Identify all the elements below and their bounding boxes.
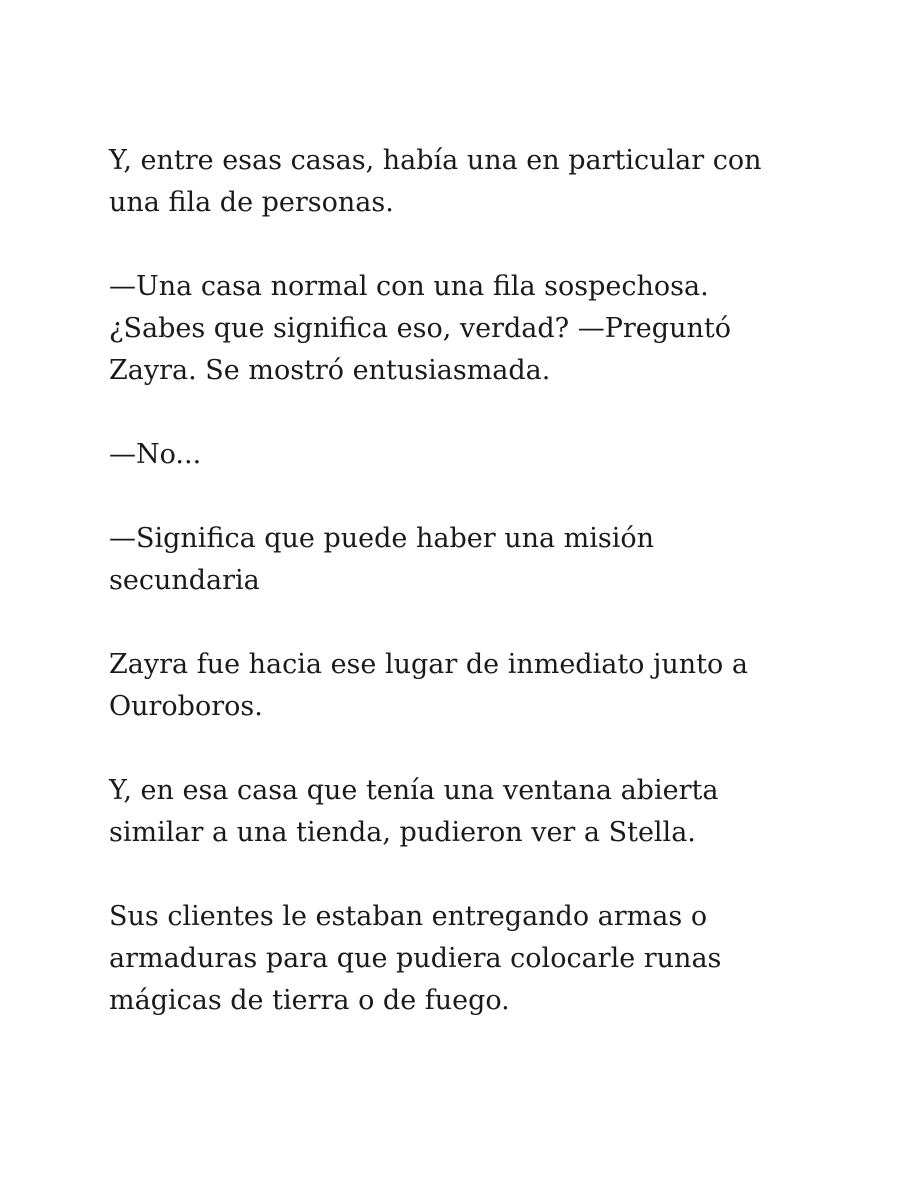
text-line: Y, entre esas casas, había una en particular con [109, 145, 762, 176]
text-line: —Significa que puede haber una misión [109, 523, 655, 554]
text-line: Y, en esa casa que tenía una ventana abierta [109, 775, 719, 806]
paragraph-6 [109, 770, 840, 854]
text-line: Sus clientes le estaban entregando armas o [109, 901, 708, 932]
text-line: Zayra fue hacia ese lugar de inmediato junto a [109, 649, 748, 680]
text-line: mágicas de tierra o de fuego. [109, 985, 510, 1016]
paragraph-3 [109, 434, 840, 476]
paragraph-7 [109, 896, 840, 1022]
text-line: Ouroboros. [109, 691, 263, 722]
text-line: armaduras para que pudiera colocarle runas [109, 943, 722, 974]
text-line: ¿Sabes que significa eso, verdad? —Preguntó [109, 313, 731, 344]
paragraph-5 [109, 644, 840, 728]
text-line: —Una casa normal con una fila sospechosa. [109, 271, 709, 302]
text-line: similar a una tienda, pudieron ver a Stella. [109, 817, 696, 848]
paragraph-2 [109, 266, 840, 392]
paragraph-4 [109, 518, 840, 602]
text-line: Zayra. Se mostró entusiasmada. [109, 355, 551, 386]
paragraph-1 [109, 140, 840, 224]
text-line: —No... [109, 439, 202, 470]
text-line: una fila de personas. [109, 187, 394, 218]
text-line: secundaria [109, 565, 260, 596]
